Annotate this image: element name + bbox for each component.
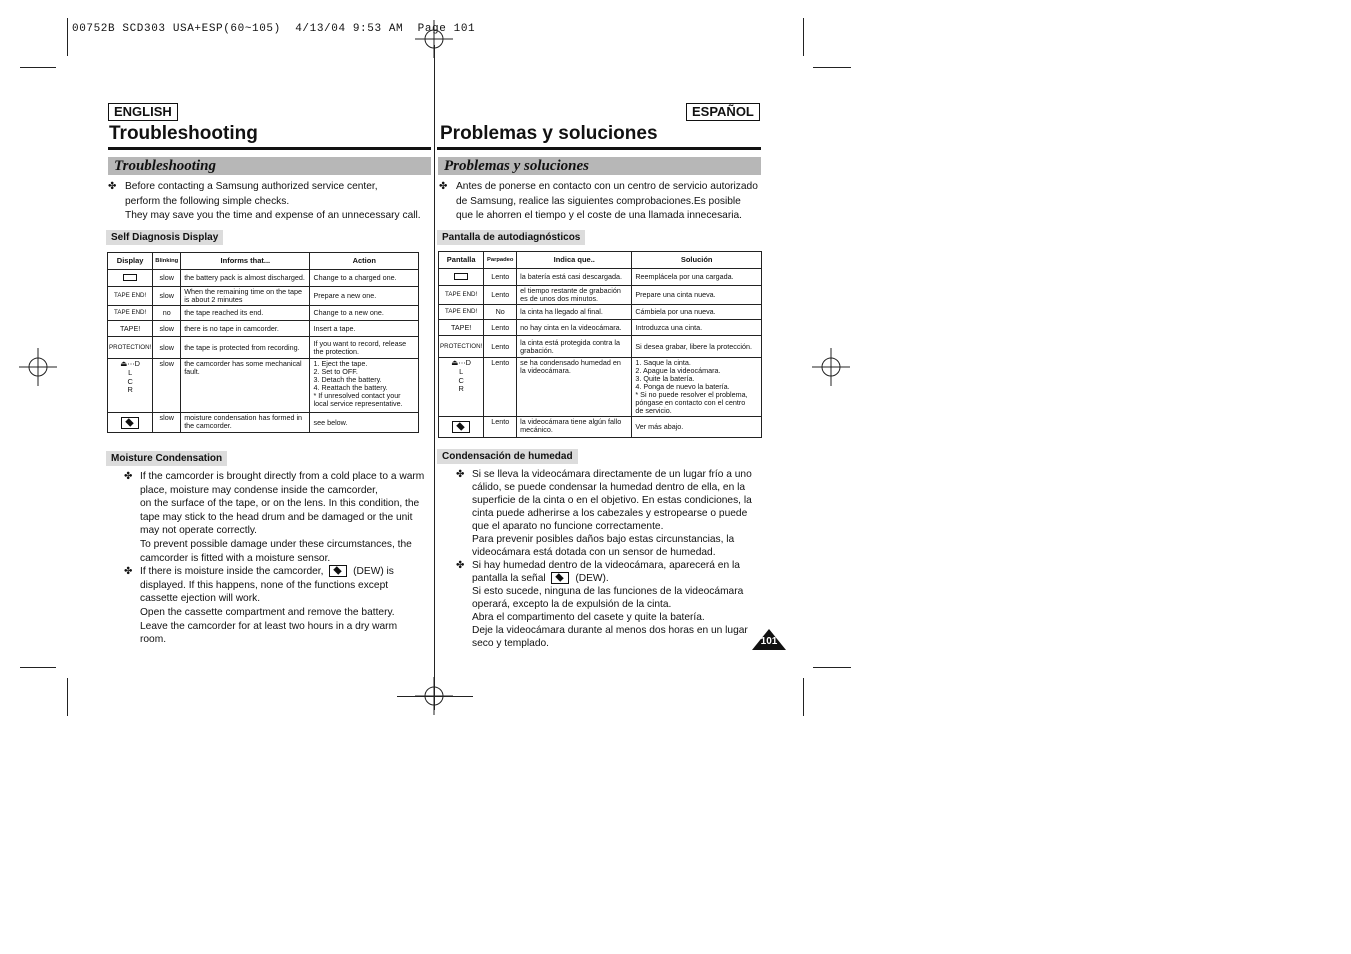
- table-cell: If you want to record, release the protection.: [310, 337, 419, 359]
- table-cell: slow: [153, 321, 181, 337]
- table-cell: Cámbiela por una nueva.: [632, 305, 762, 320]
- table-cell: 1. Eject the tape. 2. Set to OFF. 3. Detach the battery. 4. Reattach the battery. * If unresolved contact your local service representative.: [310, 359, 419, 413]
- crop-mark: [813, 67, 851, 68]
- moisture-heading-spanish: Condensación de humedad: [437, 449, 578, 464]
- registration-line: [397, 696, 473, 697]
- table-cell: Si desea grabar, libere la protección.: [632, 336, 762, 358]
- table-cell: Lento: [484, 358, 517, 417]
- page-number: 101: [760, 636, 778, 647]
- table-cell: the tape is protected from recording.: [181, 337, 310, 359]
- column-header: Solución: [632, 252, 762, 269]
- table-cell: moisture condensation has formed in the camcorder.: [181, 413, 310, 433]
- section-bar-english: [108, 157, 431, 175]
- battery-icon: [439, 269, 484, 286]
- diagnosis-table-spanish: [438, 251, 762, 438]
- table-heading-spanish: Pantalla de autodiagnósticos: [437, 230, 585, 245]
- section-title: Troubleshooting: [114, 158, 216, 174]
- table-cell: Introduzca una cinta.: [632, 320, 762, 336]
- column-header: Display: [108, 253, 153, 270]
- intro-line: que le ahorren el tiempo y el coste de una llamada innecesaria.: [456, 210, 742, 221]
- section-bar-spanish: [438, 157, 761, 175]
- crop-mark: [803, 678, 804, 716]
- bullet-icon: ✤: [456, 469, 465, 480]
- table-cell: Lento: [484, 286, 517, 305]
- table-cell: Lento: [484, 417, 517, 438]
- moisture-paragraph: ✤ Si se lleva la videocámara directamente de un lugar frío a uno cálido, se puede condensar la humedad dentro de ella, en la superficie de la cinta o en el objetivo. En estas condiciones, la cinta puede adherirse a los cabezales y estropearse o puede que el aparato no funcione correctamente. Para prevenir posibles daños bajo estas circunstancias, la videocámara está dotada con un sensor de humedad.: [456, 469, 752, 558]
- page-title-spanish: Problemas y soluciones: [440, 123, 658, 144]
- table-cell: PROTECTION!: [439, 336, 484, 358]
- table-cell: TAPE!: [439, 320, 484, 336]
- column-header: Indica que..: [517, 252, 632, 269]
- table-cell: Lento: [484, 320, 517, 336]
- crop-mark: [20, 667, 56, 668]
- table-cell: the tape reached its end.: [181, 306, 310, 321]
- table-cell: no: [153, 306, 181, 321]
- table-cell: TAPE!: [108, 321, 153, 337]
- section-title: Problemas y soluciones: [444, 158, 589, 174]
- registration-mark-right: [812, 348, 850, 386]
- intro-english: [108, 180, 430, 224]
- table-cell: PROTECTION!: [108, 337, 153, 359]
- intro-line: perform the following simple checks.: [125, 195, 290, 207]
- eject-dlcr-icon: ⏏⋯D L C R: [439, 358, 484, 417]
- column-header: Pantalla: [439, 252, 484, 269]
- table-cell: When the remaining time on the tape is about 2 minutes: [181, 287, 310, 306]
- table-cell: slow: [153, 287, 181, 306]
- table-cell: Change to a new one.: [310, 306, 419, 321]
- table-cell: the camcorder has some mechanical fault.: [181, 359, 310, 413]
- intro-line: Antes de ponerse en contacto con un centro de servicio autorizado: [456, 181, 758, 192]
- table-cell: TAPE END!: [108, 287, 153, 306]
- table-cell: no hay cinta en la videocámara.: [517, 320, 632, 336]
- lang-tag-spanish: ESPAÑOL: [686, 103, 760, 121]
- table-cell: there is no tape in camcorder.: [181, 321, 310, 337]
- table-cell: Prepare una cinta nueva.: [632, 286, 762, 305]
- print-header: 00752B SCD303 USA+ESP(60~105) 4/13/04 9:53 AM Page 101: [72, 23, 476, 35]
- intro-line: They may save you the time and expense of an unnecessary call.: [125, 210, 421, 221]
- bullet-icon: ✤: [108, 181, 117, 192]
- table-cell: Reemplácela por una cargada.: [632, 269, 762, 286]
- crop-mark: [20, 67, 56, 68]
- table-cell: la cinta ha llegado al final.: [517, 305, 632, 320]
- lang-tag-english: ENGLISH: [108, 103, 178, 121]
- dew-icon: [329, 565, 347, 577]
- table-cell: TAPE END!: [439, 305, 484, 320]
- column-header: Parpadeo: [484, 252, 517, 269]
- table-cell: TAPE END!: [108, 306, 153, 321]
- crop-mark: [803, 18, 804, 56]
- crop-mark: [67, 678, 68, 716]
- diagnosis-table-english: [107, 252, 419, 433]
- table-cell: 1. Saque la cinta. 2. Apague la videocámara. 3. Quite la batería. 4. Ponga de nuevo la batería. * Si no puede resolver el problema, póngase en contacto con el centro de servicio.: [632, 358, 762, 417]
- table-cell: slow: [153, 359, 181, 413]
- intro-line: de Samsung, realice las siguientes comprobaciones.Es posible: [456, 195, 741, 207]
- dew-icon: [551, 572, 569, 584]
- moisture-heading-english: Moisture Condensation: [106, 451, 227, 466]
- table-cell: TAPE END!: [439, 286, 484, 305]
- moisture-paragraph: ✤ If the camcorder is brought directly from a cold place to a warm place, moisture may condense inside the camcorder, on the surface of the tape, or on the lens. In this condition, the tape may stick to the head drum and be damaged or the unit may not operate correctly. To prevent possible damage under these circumstances, the camcorder is fitted with a moisture sensor.: [124, 471, 425, 564]
- table-cell: Lento: [484, 269, 517, 286]
- dew-icon: [439, 417, 484, 438]
- table-cell: el tiempo restante de grabación es de unos dos minutos.: [517, 286, 632, 305]
- table-cell: Ver más abajo.: [632, 417, 762, 438]
- battery-icon: [108, 270, 153, 287]
- table-cell: slow: [153, 270, 181, 287]
- table-cell: slow: [153, 337, 181, 359]
- table-cell: Change to a charged one.: [310, 270, 419, 287]
- dew-icon: [108, 413, 153, 433]
- crop-mark: [67, 18, 68, 56]
- registration-mark-top: [415, 20, 453, 58]
- title-rule: [437, 147, 761, 150]
- page-number-badge: [752, 629, 786, 650]
- table-cell: Insert a tape.: [310, 321, 419, 337]
- title-rule: [108, 147, 431, 150]
- table-cell: la videocámara tiene algún fallo mecánico.: [517, 417, 632, 438]
- moisture-paragraph: ✤ Si hay humedad dentro de la videocámara, aparecerá en la pantalla la señal (DEW). Si esto sucede, ninguna de las funciones de la videocámara operará, excepto la de expulsión de la cinta. Abra el compartimento del casete y quite la batería. Deje la videocámara durante al menos dos horas en un lugar seco y templado.: [456, 560, 748, 649]
- intro-line: Before contacting a Samsung authorized service center,: [125, 181, 378, 192]
- table-heading-english: Self Diagnosis Display: [106, 230, 223, 245]
- center-fold-line: [434, 45, 435, 710]
- table-cell: la cinta está protegida contra la grabación.: [517, 336, 632, 358]
- table-cell: se ha condensado humedad en la videocámara.: [517, 358, 632, 417]
- table-cell: Prepare a new one.: [310, 287, 419, 306]
- table-cell: the battery pack is almost discharged.: [181, 270, 310, 287]
- registration-mark-left: [19, 348, 57, 386]
- moisture-paragraph: ✤ If there is moisture inside the camcorder, (DEW) is displayed. If this happens, none of the functions except cassette ejection will work. Open the cassette compartment and remove the battery. Leave the camcorder for at least two hours in a dry warm room.: [124, 566, 398, 646]
- intro-spanish: [439, 180, 761, 224]
- moisture-body-spanish: [456, 468, 766, 650]
- table-cell: Lento: [484, 336, 517, 358]
- bullet-icon: ✤: [124, 566, 133, 578]
- bullet-icon: ✤: [456, 560, 465, 571]
- bullet-icon: ✤: [124, 471, 133, 482]
- eject-dlcr-icon: ⏏⋯D L C R: [108, 359, 153, 413]
- table-cell: la batería está casi descargada.: [517, 269, 632, 286]
- column-header: Blinking: [153, 253, 181, 270]
- column-header: Informs that...: [181, 253, 310, 270]
- moisture-body-english: [124, 470, 434, 647]
- table-cell: No: [484, 305, 517, 320]
- table-cell: slow: [153, 413, 181, 433]
- column-header: Action: [310, 253, 419, 270]
- table-cell: see below.: [310, 413, 419, 433]
- bullet-icon: ✤: [439, 181, 448, 192]
- crop-mark: [813, 667, 851, 668]
- page-title-english: Troubleshooting: [109, 123, 258, 144]
